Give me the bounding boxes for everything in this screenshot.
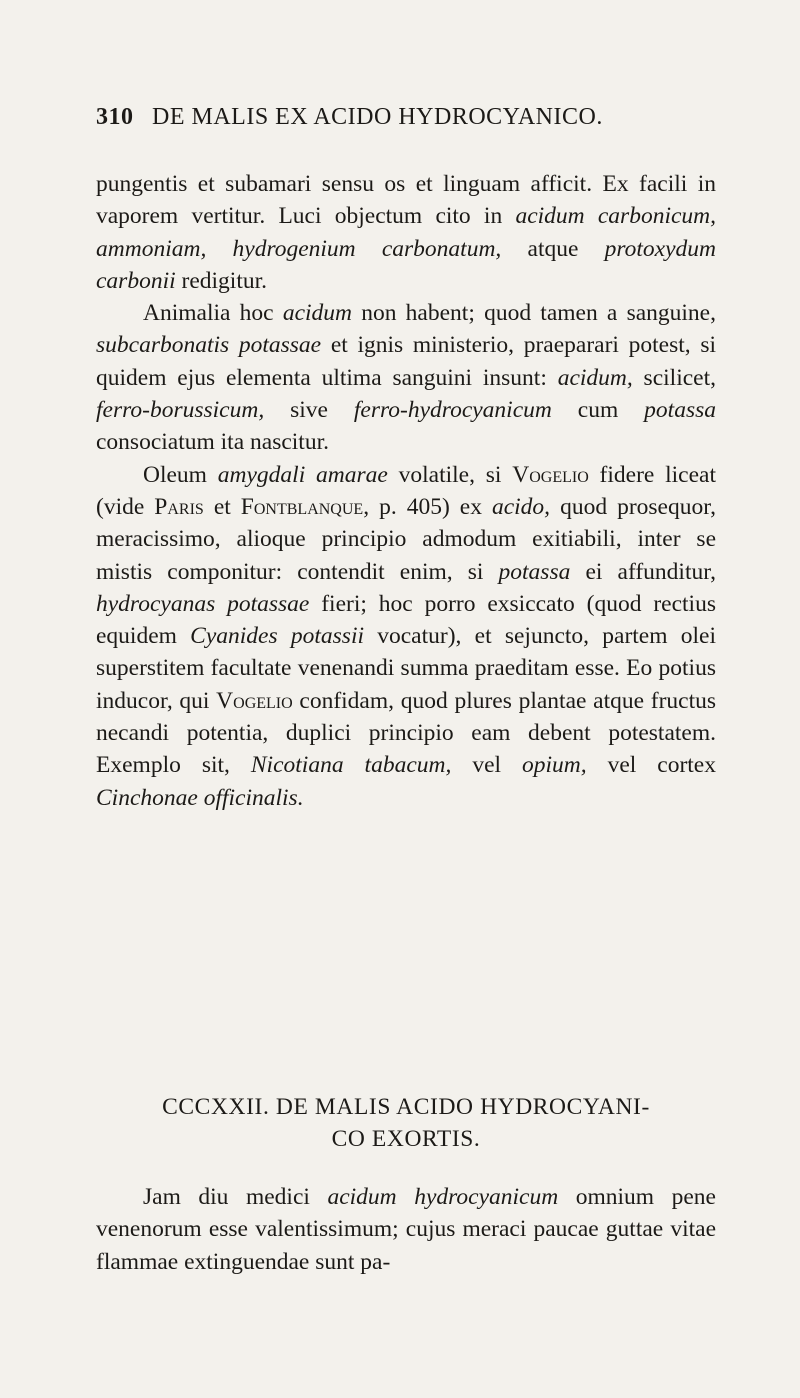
author-name: Fontblanque <box>240 493 364 520</box>
italic-term: acidum hydrocyanicum <box>327 1184 559 1210</box>
text-run: redigitur. <box>175 267 268 294</box>
text-run: vel cortex <box>586 752 716 779</box>
italic-term: subcarbonatis potassae <box>96 332 322 359</box>
text-run: atque <box>501 235 605 262</box>
italic-term: opium, <box>522 752 587 779</box>
italic-term: potassa <box>498 558 571 585</box>
text-run: et <box>203 493 241 520</box>
paragraph <box>96 168 716 297</box>
running-title: DE MALIS EX ACIDO HYDROCYANICO. <box>152 104 603 130</box>
author-name: Vogelio <box>512 461 589 488</box>
section-paragraph <box>96 1181 716 1278</box>
text-run: , p. 405) ex <box>363 493 492 520</box>
section-heading-line-1: CCCXXII. DE MALIS ACIDO HYDROCYANI- <box>162 1094 650 1120</box>
author-name: Vogelio <box>216 687 293 714</box>
italic-term: potassa <box>644 397 716 424</box>
text-run: ei affunditur, <box>570 558 716 585</box>
italic-term: Nicotiana tabacum, <box>250 752 452 779</box>
text-run: pungentis et subamari sensu os et linguam afficit. Ex facili in vaporem vertitur. Luci objectum cito in <box>96 171 716 230</box>
italic-term: acidum, <box>557 364 633 391</box>
italic-term: acidum <box>282 300 352 327</box>
italic-term: acido, <box>491 493 551 520</box>
italic-term: Cyanides potassii <box>190 623 364 650</box>
text-run: Animalia hoc <box>143 300 283 327</box>
section-heading-line-2: CO EXORTIS. <box>331 1126 481 1152</box>
text-run: scilicet, <box>632 364 716 391</box>
page-number: 310 <box>96 104 134 130</box>
text-run: confidam, quod plures plantae atque fructus necandi potentia, duplici principio eam debent potestatem. Exemplo sit, <box>96 687 716 779</box>
italic-term: ferro-borussicum, <box>96 397 265 424</box>
text-run: fieri; hoc porro exsiccato (quod rectius equidem <box>96 590 716 650</box>
section-body-text <box>96 1181 716 1278</box>
paragraph <box>96 459 716 814</box>
text-run: Oleum <box>143 461 218 488</box>
text-run: consociatum ita nascitur. <box>96 429 329 456</box>
text-run: omnium pene venenorum esse valentissimum; cujus meraci paucae guttae vitae flammae extinguendae sunt pa- <box>96 1184 716 1275</box>
text-run: non habent; quod tamen a sanguine, <box>352 300 716 327</box>
italic-term: ferro-hydrocyanicum <box>353 397 552 424</box>
italic-term: protoxydum carbonii <box>96 235 716 294</box>
text-run: cum <box>551 397 645 424</box>
section-heading <box>96 1091 716 1155</box>
italic-term: hydrocyanas potassae <box>96 590 310 617</box>
text-run: volatile, si <box>387 461 513 488</box>
text-run: et ignis ministerio, praeparari potest, si quidem ejus elementa ultima sanguini insunt: <box>96 332 716 391</box>
body-text <box>96 168 716 814</box>
text-run: quod prosequor, meracissimo, alioque principio admodum exitiabili, inter se mistis componitur: contendit enim, si <box>96 493 716 585</box>
text-run: fidere liceat (vide <box>96 461 717 520</box>
italic-term: amygdali amarae <box>217 461 388 488</box>
paragraph <box>96 297 716 458</box>
author-name: Paris <box>154 493 204 520</box>
text-run: sive <box>264 397 354 424</box>
page-header <box>96 104 716 131</box>
italic-term: Cinchonae officinalis. <box>96 784 304 811</box>
italic-term: acidum carbonicum, ammoniam, hydrogenium carbonatum, <box>96 203 717 262</box>
text-run: vel <box>451 752 522 779</box>
text-run: vocatur), et sejuncto, partem olei superstitem facultate venenandi summa praeditam esse. Eo potius inducor, qui <box>96 623 716 714</box>
text-run: Jam diu medici <box>143 1184 328 1210</box>
